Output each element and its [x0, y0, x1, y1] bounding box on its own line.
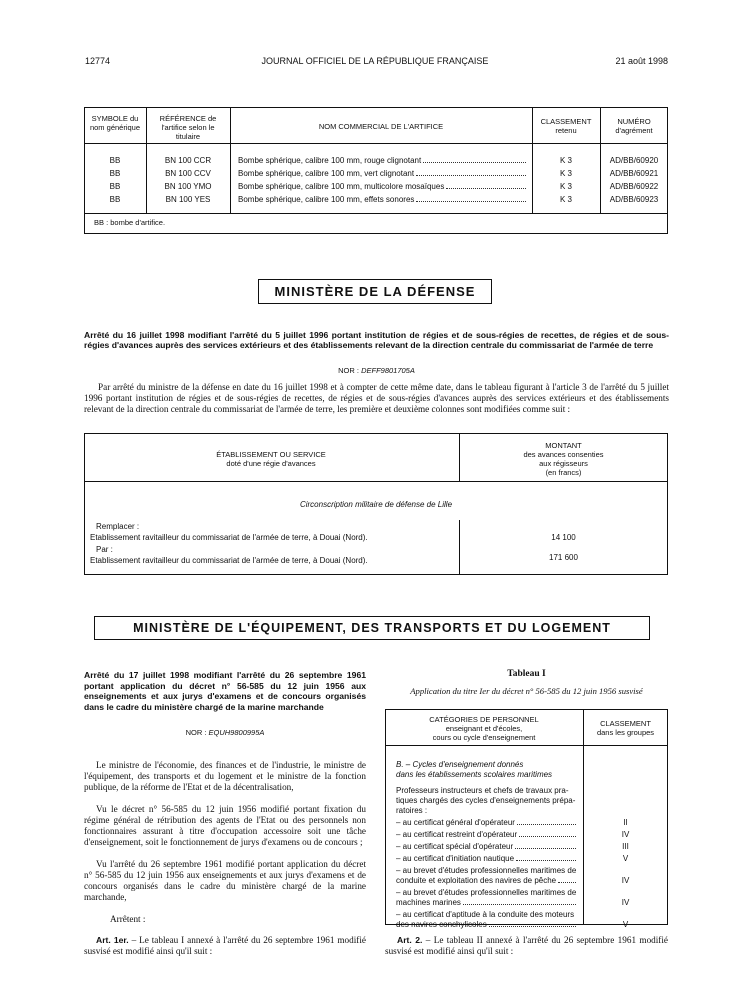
tableau-row-line: machines marines: [396, 898, 578, 908]
tableau-section: B. – Cycles d'enseignement donnés dans les établissements scolaires maritimes: [396, 760, 553, 779]
tableau-intro: Professeurs instructeurs et chefs de travaux pra- tiques chargés des cycles d'enseignements prépa- ratoires :: [396, 786, 576, 815]
cell-nom: Bombe sphérique, calibre 100 mm, effets sonores: [238, 195, 528, 205]
page-date: 21 août 1998: [615, 56, 668, 66]
tableau-group: V: [622, 920, 629, 929]
body-defense: Par arrêté du ministre de la défense en date du 16 juillet 1998 et à compter de cette même date, dans le tableau figurant à l'article 3 de l'arrêté du 5 juillet 1996 portant institution de régies et de sous-régies de recettes, de régies et de sous-régies d'avances auprès des services extérieurs et des établissements relevant de la direction centrale du commissariat de l'armée de terre, les première et deuxième colonnes sont modifiées comme suit :: [84, 382, 669, 414]
cell-reference: BN 100 YMO: [164, 182, 212, 191]
tableau-row-line: des navires conchylicoles: [396, 920, 578, 930]
para-ministres: Le ministre de l'économie, des finances et de l'industrie, le ministre de l'équipement, des transports et du logement et le ministre de la fonction publique, de la réforme de l'Etat et de la décentralisation,: [84, 760, 366, 792]
tableau-header-categories: CATÉGORIES DE PERSONNEL enseignant et d'écoles, cours ou cycle d'enseignement: [429, 715, 539, 742]
nor-equipement: NOR : EQUH9800995A: [185, 728, 265, 737]
tableau-row-line: – au certificat d'initiation nautique: [396, 854, 578, 864]
cell-classement: K 3: [559, 195, 572, 204]
circonscription: Circonscription militaire de défense de Lille: [299, 500, 453, 509]
header-reference: RÉFÉRENCE de l'artifice selon le titulaire: [159, 114, 217, 141]
tableau-group: III: [622, 842, 629, 851]
cell-symbole: BB: [109, 156, 121, 165]
par-text: Etablissement ravitailleur du commissariat de l'armée de terre, à Douai (Nord).: [90, 556, 368, 565]
tableau-row-line: – au certificat d'aptitude à la conduite des moteurs: [396, 910, 575, 919]
arrete-title-equipement: Arrêté du 17 juillet 1998 modifiant l'arrêté du 26 septembre 1961 portant application du décret n° 56-585 du 12 juin 1956 aux enseignements et aux jurys d'examens et de concours organisés dans le cadre du ministère chargé de la marine marchande: [84, 670, 366, 712]
cell-classement: K 3: [559, 156, 572, 165]
para-vu-arrete: Vu l'arrêté du 26 septembre 1961 modifié portant application du décret n° 56-585 du 12 juin 1956 aux enseignements et aux jurys d'examens et de concours organisés dans le cadre du ministère chargé de la marine marchande,: [84, 859, 366, 902]
header-montant: MONTANT des avances consenties aux régisseurs (en francs): [523, 441, 604, 477]
para-vu-decret: Vu le décret n° 56-585 du 12 juin 1956 modifié portant fixation du régime général de rétribution des agents de l'Etat ou des personnels non fonctionnaires assurant à titre d'occupation accessoire soit une tâche d'enseignement, soit le fonctionnement de jurys d'examens ou de concours ;: [84, 804, 366, 847]
cell-numero: AD/BB/60921: [609, 169, 659, 178]
arrete-title-defense: Arrêté du 16 juillet 1998 modifiant l'arrêté du 5 juillet 1996 portant institution de régies et de sous-régies de recettes, de régies et de sous-régies d'avances auprès des services extérieurs et des établissements relevant de la direction centrale du commissariat de l'armée de terre: [84, 330, 669, 350]
article-2: Art. 2. – Le tableau II annexé à l'arrêté du 26 septembre 1961 modifié susvisé est modifié ainsi qu'il suit :: [385, 935, 668, 956]
tableau-group: V: [622, 854, 629, 863]
cell-classement: K 3: [559, 182, 572, 191]
ministry-title-equipement: MINISTÈRE DE L'ÉQUIPEMENT, DES TRANSPORTS ET DU LOGEMENT: [94, 616, 650, 640]
tableau-row-line: – au certificat restreint d'opérateur: [396, 830, 578, 840]
cell-reference: BN 100 YES: [165, 195, 211, 204]
remplacer-amount: 14 100: [551, 533, 576, 542]
header-classement: CLASSEMENT retenu: [540, 117, 592, 135]
cell-nom: Bombe sphérique, calibre 100 mm, multicolore mosaïques: [238, 182, 528, 192]
tableau-group: IV: [621, 898, 630, 907]
cell-reference: BN 100 CCR: [164, 156, 212, 165]
header-etablissement: ÉTABLISSEMENT OU SERVICE doté d'une régie d'avances: [216, 450, 326, 468]
cell-symbole: BB: [109, 195, 121, 204]
tableau-row-line: – au certificat général d'opérateur: [396, 818, 578, 828]
tableau-group: IV: [621, 876, 630, 885]
tableau-row-line: – au certificat spécial d'opérateur: [396, 842, 578, 852]
remplacer-label: Remplacer :: [96, 522, 140, 531]
nor-defense: NOR : DEFF9801705A: [338, 366, 415, 375]
cell-classement: K 3: [559, 169, 572, 178]
cell-numero: AD/BB/60923: [609, 195, 659, 204]
cell-nom: Bombe sphérique, calibre 100 mm, vert clignotant: [238, 169, 528, 179]
page-number: 12774: [85, 56, 111, 66]
tableau-row-line: conduite et exploitation des navires de pêche: [396, 876, 578, 886]
tableau-header-classement: CLASSEMENT dans les groupes: [596, 719, 655, 737]
tableau-group: IV: [621, 830, 630, 839]
tableau-title: Tableau I: [507, 669, 546, 679]
tableau-row-line: – au brevet d'études professionnelles maritimes de: [396, 866, 577, 875]
arretent: Arrêtent :: [110, 914, 146, 924]
table-footnote: BB : bombe d'artifice.: [94, 218, 166, 227]
cell-symbole: BB: [109, 169, 121, 178]
journal-title: JOURNAL OFFICIEL DE LA RÉPUBLIQUE FRANÇAISE: [261, 56, 489, 66]
par-label: Par :: [96, 545, 113, 554]
tableau-group: II: [623, 818, 628, 827]
remplacer-text: Etablissement ravitailleur du commissariat de l'armée de terre, à Douai (Nord).: [90, 533, 368, 542]
tableau-row-line: – au brevet d'études professionnelles maritimes de: [396, 888, 577, 897]
header-numero: NUMÉRO d'agrément: [615, 117, 653, 135]
cell-numero: AD/BB/60922: [609, 182, 659, 191]
cell-reference: BN 100 CCV: [165, 169, 211, 178]
header-symbole: SYMBOLE du nom générique: [89, 114, 141, 132]
tableau-subtitle: Application du titre Ier du décret n° 56-585 du 12 juin 1956 susvisé: [410, 686, 643, 696]
cell-symbole: BB: [109, 182, 121, 191]
cell-nom: Bombe sphérique, calibre 100 mm, rouge clignotant: [238, 156, 528, 166]
par-amount: 171 600: [549, 553, 578, 562]
ministry-title-defense: MINISTÈRE DE LA DÉFENSE: [258, 279, 492, 304]
article-1: Art. 1er. – Le tableau I annexé à l'arrêté du 26 septembre 1961 modifié susvisé est modifié ainsi qu'il suit :: [84, 935, 366, 956]
cell-numero: AD/BB/60920: [609, 156, 659, 165]
header-nom: NOM COMMERCIAL DE L'ARTIFICE: [318, 122, 444, 131]
